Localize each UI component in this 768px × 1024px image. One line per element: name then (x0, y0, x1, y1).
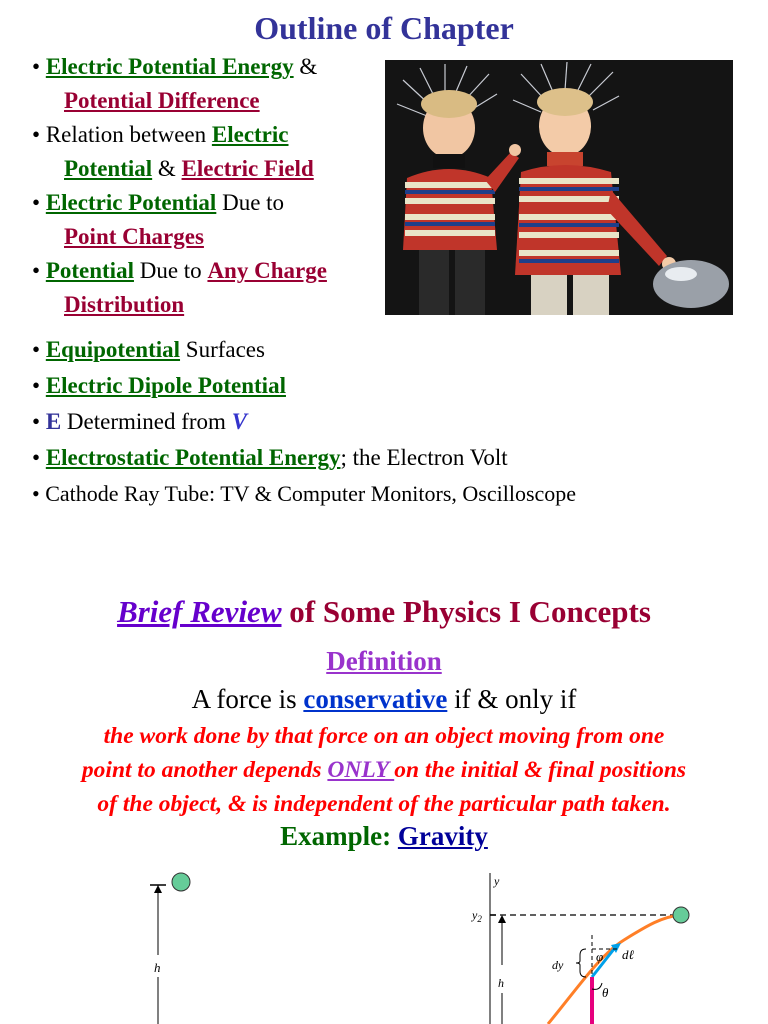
outline-item-2-cont (64, 152, 314, 186)
outline-item-4 (32, 254, 327, 288)
example-heading (0, 821, 768, 852)
right-diagram (471, 873, 689, 1024)
text: Surfaces (180, 337, 265, 362)
bullet: • (32, 445, 41, 470)
symbol-v: V (231, 409, 248, 434)
bullet: • (32, 54, 41, 79)
bullet: • (32, 409, 41, 434)
text: A force is (191, 684, 304, 714)
text: & (152, 156, 182, 181)
term-electric-field: Electric Field (181, 156, 314, 181)
term-equipotential: Equipotential (45, 337, 181, 362)
term-electric-potential: Electric Potential (45, 190, 217, 215)
term-gravity: Gravity (397, 821, 488, 851)
term-potential-2: Potential (45, 258, 134, 283)
left-h-label: h (154, 960, 161, 975)
term-electric-dipole-potential: Electric Dipole Potential (45, 373, 286, 398)
term-only: ONLY (327, 757, 395, 783)
outline-item-3-cont (64, 220, 204, 254)
outline-item-8 (32, 441, 508, 475)
bullet: • (32, 373, 41, 398)
y-axis-label: y (494, 874, 500, 888)
definition-line-1: the work done by that force on an object moving from one (103, 723, 665, 749)
dy-label: dy (552, 958, 564, 972)
theta-label: θ (602, 985, 609, 1000)
dl-label: dℓ (622, 947, 634, 962)
outline-item-5 (32, 333, 265, 367)
ball-right (673, 907, 689, 923)
bullet: • (32, 337, 41, 362)
term-distribution: Distribution (64, 292, 185, 317)
outline-item-6 (32, 369, 286, 403)
bullet: • (32, 190, 41, 215)
outline-item-4-cont (64, 288, 184, 322)
text: Cathode Ray Tube: TV & Computer Monitors, Oscilloscope (45, 481, 577, 506)
left-diagram (150, 873, 190, 1024)
bullet: • (32, 481, 40, 506)
term-electric-potential-energy: Electric Potential Energy (45, 54, 294, 79)
definition-heading: Definition (326, 646, 442, 676)
phi-label: φ (596, 949, 604, 964)
y2-label: $y_2$ (472, 908, 482, 924)
bullet: • (32, 258, 41, 283)
outline-item-2 (32, 118, 289, 152)
photo-children-static-hair (385, 60, 733, 315)
text: ; the Electron Volt (340, 445, 508, 470)
text: point to another depends (81, 757, 328, 783)
right-h-label: h (498, 976, 504, 990)
term-potential-difference: Potential Difference (64, 88, 260, 113)
outline-item-3 (32, 186, 284, 220)
review-heading (0, 594, 768, 630)
outline-item-7 (32, 405, 247, 439)
review-heading-text: of Some Physics I Concepts (281, 594, 651, 629)
text: on the initial & final positions (394, 757, 687, 783)
term-any-charge: Any Charge (207, 258, 327, 283)
outline-item-1 (32, 50, 317, 84)
outline-item-1-cont (64, 84, 260, 118)
gravity-diagrams (0, 865, 768, 1024)
text: & (293, 54, 318, 79)
bullet: • (32, 122, 41, 147)
text: Determined from (61, 409, 232, 434)
definition-line-2 (0, 753, 768, 787)
definition-line-3: of the object, & is independent of the particular path taken. (97, 791, 671, 817)
term-electric: Electric (211, 122, 289, 147)
term-conservative: conservative (303, 684, 448, 714)
text: Relation between (45, 122, 212, 147)
text: Due to (216, 190, 285, 215)
term-potential: Potential (64, 156, 153, 181)
page-title: Outline of Chapter (254, 10, 514, 46)
definition-text (0, 719, 768, 821)
symbol-e: E (45, 409, 62, 434)
outline-item-9 (32, 477, 576, 511)
force-statement (0, 684, 768, 715)
text: Due to (133, 258, 208, 283)
text: if & only if (447, 684, 577, 714)
review-link: Brief Review (117, 594, 282, 629)
term-electrostatic-potential-energy: Electrostatic Potential Energy (45, 445, 341, 470)
term-point-charges: Point Charges (64, 224, 204, 249)
ball-left (172, 873, 190, 891)
text: Example: (280, 821, 398, 851)
